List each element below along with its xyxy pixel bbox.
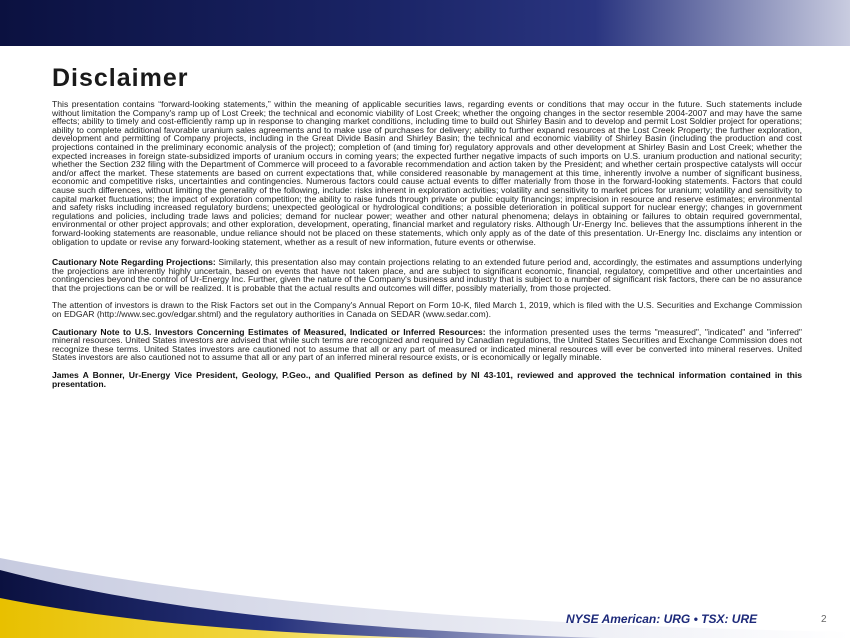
stock-ticker: NYSE American: URG • TSX: URE <box>566 612 758 626</box>
qualified-person-paragraph <box>52 371 802 388</box>
resources-paragraph <box>52 328 802 362</box>
page-number: 2 <box>821 614 827 625</box>
projections-heading: Cautionary Note Regarding Projections: <box>52 257 216 268</box>
page-title: Disclaimer <box>52 64 189 92</box>
disclaimer-body <box>52 100 802 397</box>
qualified-person-text: James A Bonner, Ur-Energy Vice President, Geology, P.Geo., and Qualified Person as defined by NI 43-101, reviewed and approved the technical information contained in this presentation. <box>52 370 802 389</box>
header-bar <box>0 0 850 46</box>
projections-text: Similarly, this presentation also may contain projections relating to an extended future period and, accordingly, the estimates and assumptions underlying the projections are inherently highly uncertain, based on events that have not taken place, and are subject to significant economic, financial, regulatory, competitive and other uncertainties and contingencies beyond the control of Ur-Energy Inc. Further, given the nature of the Company's business and industry that is subject to a number of significant risk factors, there can be no assurance that the projections can be or will be realized. It is probable that the actual results and outcomes will differ, possibly materially, from those projected. <box>52 257 802 293</box>
forward-looking-paragraph: This presentation contains “forward-looking statements,” within the meaning of applicable securities laws, regarding events or conditions that may occur in the future. Such statements include without limitation the Company's ramp up of Lost Creek; the technical and economic viability of Lost Creek; whether the ongoing changes in the sector resemble 2004-2007 and may have the same effects; ability to timely and cost-efficiently ramp up in response to changing market conditions, including time to build out Shirley Basin and to develop and permit Lost Soldier project for operations; ability to complete additional favorable uranium sales agreements and to make use of purchases for delivery; ability to further expand resources at the Lost Creek Property; the further exploration, development and permitting of Company projects, including in the Great Divide Basin and Shirley Basin; the technical and economic viability of Shirley Basin (including the production and cost projections contained in the preliminary economic analysis of the project); completion of (and timing for) regulatory approvals and other development at Shirley Basin and Lost Creek; whether the expected increases in foreign state-subsidized imports of uranium occurs in coming years; the expected further negative impacts of such imports on U.S. uranium production and national security; whether the Section 232 filing with the Department of Commerce will proceed to a favorable recommendation and action taken by the President; and whether certain prospective catalysts will occur and/or affect the market. These statements are based on current expectations that, while considered reasonable by management at this time, inherently involve a number of significant business, economic and competitive risks, uncertainties and contingencies. Numerous factors could cause actual events to differ materially from those in the forward-looking statements. Factors that could cause such differences, without limiting the generality of the following, include: risks inherent in exploration activities; volatility and sensitivity to market prices for uranium; volatility and sensitivity to capital market fluctuations; the impact of exploration competition; the ability to raise funds through private or public equity financings; imprecision in resource and reserve estimates; environmental and safety risks including increased regulatory burdens; unexpected geological or hydrological conditions; a possible deterioration in political support for nuclear energy; changes in government regulations and policies, including trade laws and policies; demand for nuclear power; weather and other natural phenomena; delays in obtaining or failures to obtain required governmental, environmental or other project approvals; and other exploration, development, operating, financial market and regulatory risks. Although Ur-Energy Inc. believes that the assumptions inherent in the forward-looking statements are reasonable, undue reliance should not be placed on these statements, which only apply as of the date of this presentation. Ur-Energy Inc. disclaims any intention or obligation to update or revise any forward-looking statement, whether as a result of new information, future events or otherwise. <box>52 99 802 247</box>
resources-text: the information presented uses the terms "measured", "indicated" and "inferred" mineral resources. United States investors are advised that while such terms are recognized and required by Canadian regulations, the United States Securities and Exchange Commission does not recognize these terms. United States investors are cautioned not to assume that all or any part of measured or indicated mineral resources will ever be converted into mineral reserves. United States investors are also cautioned not to assume that all or any part of an inferred mineral resource exists, or is economically or legally minable. <box>52 326 802 363</box>
projections-paragraph <box>52 258 802 292</box>
resources-heading: Cautionary Note to U.S. Investors Concerning Estimates of Measured, Indicated or Inferred Resources: <box>52 326 486 337</box>
risk-factors-paragraph: The attention of investors is drawn to the Risk Factors set out in the Company's Annual Report on Form 10-K, filed March 1, 2019, which is filed with the U.S. Securities and Exchange Commission on EDGAR (http://www.sec.gov/edgar.shtml) and the regulatory authorities in Canada on SEDAR (www.sedar.com). <box>52 300 802 320</box>
